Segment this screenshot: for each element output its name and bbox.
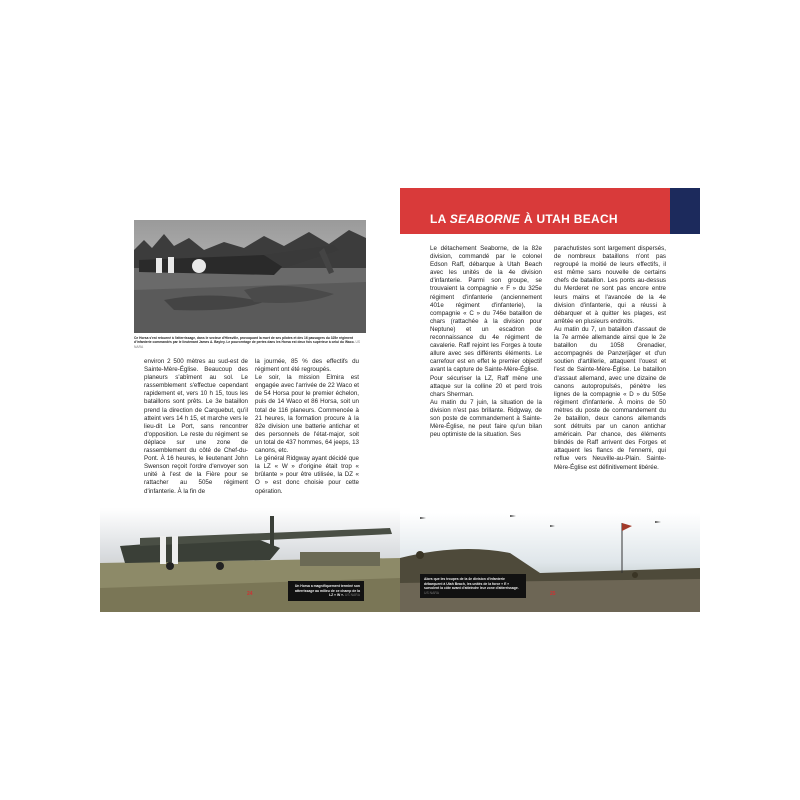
right-text-column-1 [430, 245, 542, 439]
left-text-column-2 [255, 358, 359, 496]
paragraph: environ 2 500 mètres au sud-est de Sainte-Mère-Église. Beaucoup des planeurs s'abîment au sol. Le rassemblement s'effectue cependant rapidement et, vers 10 h 15, tous les bataillons sont prêts. Le 3e bataillon prend la direction de Carquebut, qu'il atteint vers 14 h 15, et marche vers le lieu-dit Le Port, sans rencontrer d'opposition. Le reste du régiment se déplace sur une zone de rassemblement du côté de Chef-du-Pont. À 16 heures, le lieutenant John Swenson reçoit l'ordre d'envoyer son unité à l'est de la Fière pour se rattacher au 505e régiment d'infanterie. À la fin de [144, 358, 248, 495]
paragraph: Au matin du 7 juin, la situation de la division n'est pas brillante. Ridgway, de son poste de commandement à Sainte-Mère-Église, ne peut faire qu'un bilan peu optimiste de la situation. Ses [430, 398, 542, 439]
chapter-title: LA SEABORNE À UTAH BEACH [430, 212, 618, 226]
right-text-column-2 [554, 245, 666, 472]
right-page [400, 188, 700, 612]
left-text-column-1 [144, 358, 248, 496]
paragraph: parachutistes sont largement dispersés, de nombreux bataillons n'ont pas regroupé la moitié de leurs effectifs, il est même sans nouvelle de certains chefs de bataillon. Les ponts au-dessus du Merderet ne sont pas encore entre leurs mains et l'avancée de la 4e division d'infanterie, qui a réussi à débarquer et à quitter les plages, est arrêtée en plusieurs endroits. [554, 245, 666, 325]
photo-credit: US NARA [344, 593, 360, 597]
bottom-right-caption: Alors que les troupes de la 4e division d'infanterie débarquent à Utah Beach, les unités de la force « E » survolent la côte avant d'atteindre leur zone d'atterrissage. US NARA [420, 574, 526, 598]
page-number: 25 [550, 591, 556, 597]
page-number: 24 [247, 591, 253, 597]
bottom-left-caption: Un Horsa a magnifiquement terminé son atterrissage au milieu de ce champ de la LZ « W ». US NARA [288, 581, 364, 601]
paragraph: Le détachement Seaborne, de la 82e division, commandé par le colonel Edson Raff, débarque à Utah Beach avec les unités de la 4e division d'infanterie. Parmi son groupe, se trouvaient la compagnie « F » du 325e régiment d'infanterie (anciennement 401e régiment d'infanterie), la compagnie « C » du 746e bataillon de chars (rattachée à la division pour Neptune) et un escadron de reconnaissance du 4e régiment de cavalerie. Raff rejoint les Forges à toute allure avec ses différents éléments. Le carrefour est en effet le premier objectif avant la capture de Sainte-Mère-Église. [430, 245, 542, 374]
crashed-horsa-glider-photo [134, 220, 366, 333]
left-page [100, 188, 400, 612]
paragraph: Le général Ridgway ayant décidé que la LZ « W » d'origine était trop « brûlante » pour être utilisée, la DZ « O » est donc choisie pour cette opération. [255, 455, 359, 495]
paragraph: Au matin du 7, un bataillon d'assaut de la 7e armée allemande ainsi que le 2e bataillon du 1058 Grenadier, accompagnés de Panzerjäger et d'un soutien d'artillerie, attaquent l'ouest et l'est de Sainte-Mère-Église. Le bataillon d'assaut allemand, avec une dizaine de canons autopropulsés, pénètre les lignes de la compagnie « D » du 505e régiment d'infanterie. À moins de 50 mètres du poste de commandement du 2e bataillon, deux canons allemands sont détruits par un canon antichar américain. Par chance, des éléments blindés de Raff arrivent des Forges et attaquent les flancs de l'ennemi, qui reflue vers Neuville-au-Plain. Sainte-Mère-Église est définitivement libérée. [554, 325, 666, 471]
chapter-title-bar [400, 188, 670, 234]
paragraph: Le soir, la mission Elmira est engagée avec l'arrivée de 22 Waco et de 54 Horsa pour le premier échelon, puis de 14 Waco et 86 Horsa, soit un total de 116 planeurs. Commencée à 21 heures, la formation procure à la 82e division une batterie antichar et des personnels de l'état-major, soit un total de 437 hommes, 64 jeeps, 13 canons, etc. [255, 374, 359, 455]
title-accent-block [670, 188, 700, 234]
photo-credit: US NARA [424, 590, 440, 595]
top-photo-caption: Ce Horsa s'est retourné à l'atterrissage, dans le secteur d'Hiesville, provoquant la mort de ses pilotes et des 16 passagers du 325e régiment d'infanterie commandés par le lieutenant James A. Bayley. Le pourcentage de pertes dans les Horsa est deux fois supérieur à celui du Waco. US NARA [134, 336, 361, 349]
photo-credit: US NARA [134, 340, 361, 349]
paragraph: Pour sécuriser la LZ, Raff mène une attaque sur la colline 20 et perd trois chars Sherman. [430, 374, 542, 398]
paragraph: la journée, 85 % des effectifs du régiment ont été regroupés. [255, 358, 359, 374]
